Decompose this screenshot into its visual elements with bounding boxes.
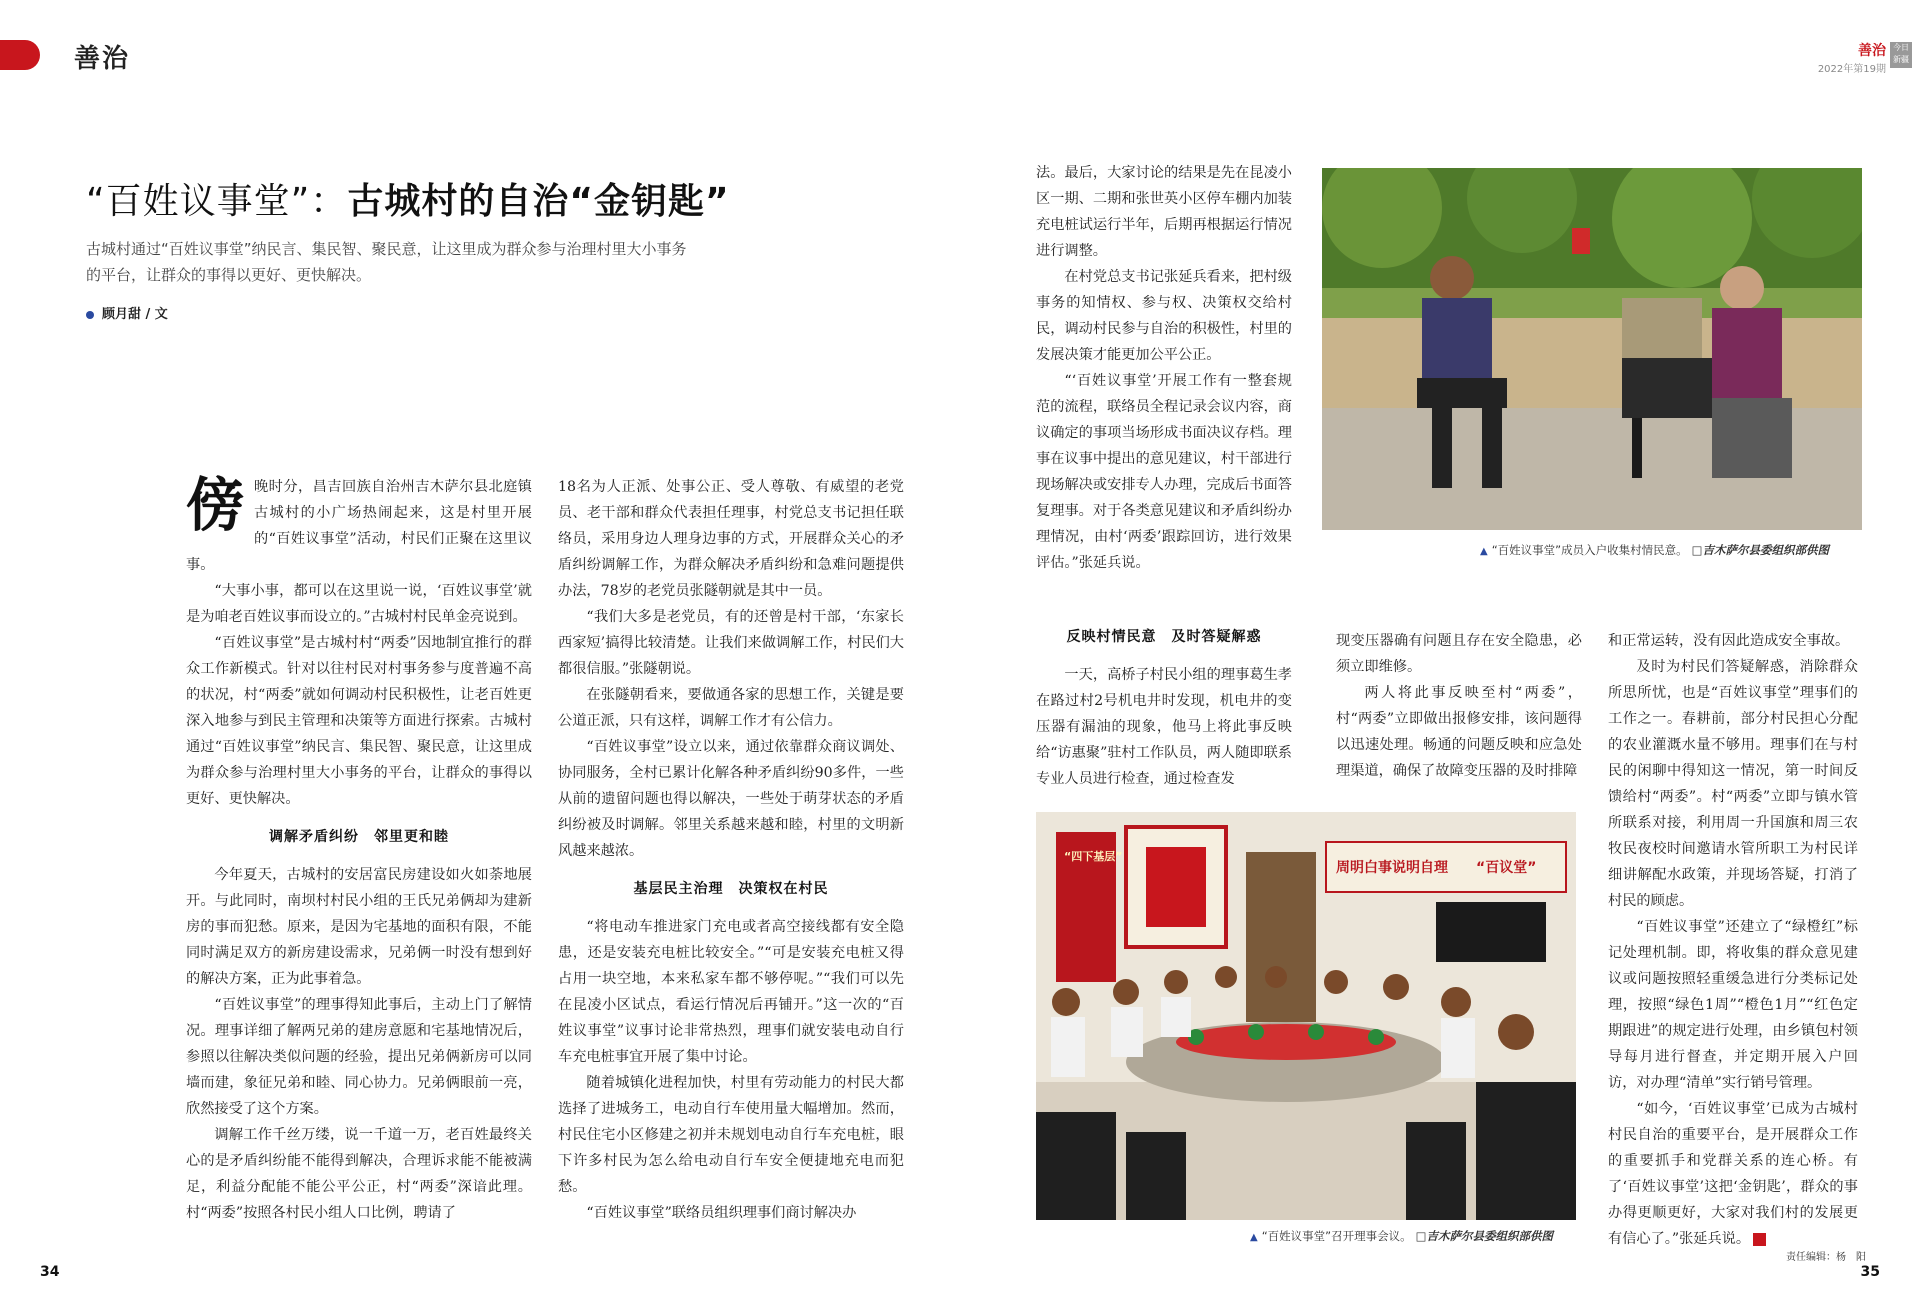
paragraph: 和正常运转，没有因此造成安全事故。	[1608, 633, 1850, 649]
paragraph: “百姓议事堂”设立以来，通过依靠群众商议调处、协同服务，全村已累计化解各种矛盾纠纷90多件，一些从前的遗留问题也得以解决，一些处于萌芽状态的矛盾纠纷被及时调解。邻里关系越来越和睦，村里的文明新风越来越浓。	[558, 739, 904, 859]
paragraph: 及时为村民们答疑解惑，消除群众所思所忧，也是“百姓议事堂”理事们的工作之一。春耕前，部分村民担心分配的农业灌溉水量不够用。理事们在与村民的闲聊中得知这一情况，第一时间反馈给村“两委”。村“两委”立即与镇水管所联系对接，利用周一升国旗和周三农牧民夜校时间邀请水管所职工为村民详细讲解配水政策，并现场答疑，打消了村民的顾虑。	[1608, 659, 1858, 909]
article-title-part1: “百姓议事堂”：	[86, 181, 348, 222]
photo-home-visit	[1322, 168, 1862, 530]
editor-credit: 责任编辑：杨 阳	[1786, 1252, 1866, 1263]
magazine-logo: 今日新疆	[1890, 42, 1912, 68]
column-1	[186, 471, 532, 1226]
end-mark-icon	[1753, 1233, 1766, 1246]
subheading: 基层民主治理 决策权在村民	[633, 881, 829, 897]
paragraph: 一天，高桥子村民小组的理事葛生孝在路过村2号机电井时发现，机电井的变压器有漏油的现象，他马上将此事反映给“访惠聚”驻村工作队员，两人随即联系专业人员进行检查，通过检查发	[1036, 667, 1292, 787]
article-standfirst: 古城村通过“百姓议事堂”纳民言、集民智、聚民意，让这里成为群众参与治理村里大小事务的平台，让群众的事得以更好、更快解决。	[86, 240, 687, 284]
caption-triangle-icon: ▲	[1250, 1232, 1258, 1243]
paragraph: 18名为人正派、处事公正、受人尊敬、有威望的老党员、老干部和群众代表担任理事，村党总支书记担任联络员，采用身边人理身边事的方式，开展群众关心的矛盾纠纷调解工作，为群众解决矛盾纠纷和急难问题提供办法，78岁的老党员张隧朝就是其中一员。	[558, 479, 904, 599]
paragraph: “百姓议事堂”是古城村村“两委”因地制宜推行的群众工作新模式。针对以往村民对村事务参与度普遍不高的状况，村“两委”就如何调动村民积极性，让老百姓更深入地参与到民主管理和决策等方面进行探索。古城村通过“百姓议事堂”纳民言、集民智、聚民意，让这里成为群众参与治理村里大小事务的平台，让群众的事得以更好、更快解决。	[186, 635, 532, 807]
paragraph: “如今，‘百姓议事堂’已成为古城村村民自治的重要平台，是开展群众工作的重要抓手和党群关系的连心桥。有了‘百姓议事堂’这把‘金钥匙’，群众的事办得更顺更好，大家对我们村的发展更有信心了。”张延兵说。	[1608, 1101, 1858, 1247]
paragraph: “百姓议事堂”联络员组织理事们商讨解决办	[586, 1205, 857, 1221]
section-title-left: 善治	[74, 44, 131, 74]
paragraph: 两人将此事反映至村“两委”，村“两委”立即做出报修安排，该问题得以迅速处理。畅通的问题反映和应急处理渠道，确保了故障变压器的及时排障	[1336, 685, 1582, 779]
photo-home-visit-illustration	[1322, 168, 1862, 530]
wall-board-text: “四下基层”	[1064, 850, 1123, 863]
wall-banner-text-2: “百议堂”	[1476, 860, 1537, 876]
issue-number: 2022年第19期	[1817, 64, 1886, 75]
caption-triangle-icon: ▲	[1480, 546, 1488, 557]
drop-cap: 傍	[186, 471, 245, 539]
column-2	[558, 474, 904, 1226]
paragraph: 调解工作千丝万缕，说一千道一万，老百姓最终关心的是矛盾纠纷能不能得到解决，合理诉求能不能被满足，利益分配能不能公平公正，村“两委”深谙此理。村“两委”按照各村民小组人口比例，聘请了	[186, 1127, 532, 1221]
section-marker	[0, 40, 40, 70]
page-number-left: 34	[40, 1264, 60, 1280]
paragraph: “大事小事，都可以在这里说一说，‘百姓议事堂’就是为咱老百姓议事而设立的。”古城村村民单金亮说到。	[186, 583, 532, 625]
paragraph: 今年夏天，古城村的安居富民房建设如火如荼地展开。与此同时，南坝村村民小组的王氏兄弟俩却为建新房的事而犯愁。原来，是因为宅基地的面积有限，不能同时满足双方的新房建设需求，兄弟俩一时没有想到好的解决方案，正为此事着急。	[186, 867, 532, 987]
photo-council-meeting	[1036, 812, 1576, 1220]
paragraph: “我们大多是老党员，有的还曾是村干部，‘东家长西家短’搞得比较清楚。让我们来做调解工作，村民们大都很信服。”张隧朝说。	[558, 609, 904, 677]
column-3-lower	[1036, 612, 1292, 792]
photo-council-meeting-illustration	[1036, 812, 1576, 1220]
column-5	[1608, 628, 1858, 1252]
column-3	[1036, 160, 1292, 576]
column-4	[1336, 628, 1582, 784]
paragraph: 法。最后，大家讨论的结果是先在昆凌小区一期、二期和张世英小区停车棚内加装充电桩试运行半年，后期再根据运行情况进行调整。	[1036, 165, 1292, 259]
paragraph: 现变压器确有问题且存在安全隐患，必须立即维修。	[1336, 633, 1582, 675]
bullet-icon	[86, 311, 94, 319]
paragraph: 在张隧朝看来，要做通各家的思想工作，关键是要公道正派，只有这样，调解工作才有公信力。	[558, 687, 904, 729]
paragraph: “‘百姓议事堂’开展工作有一整套规范的流程，联络员全程记录会议内容，商议确定的事项当场形成书面决议存档。理事在议事中提出的意见建议，村干部进行现场解决或安排专人办理，完成后书面答复理事。对于各类意见建议和矛盾纠纷办理情况，由村‘两委’跟踪回访，进行效果评估。”张延兵说。	[1036, 373, 1292, 571]
page-number-right: 35	[1860, 1264, 1880, 1280]
wall-banner-text: 周明白事说明自理	[1336, 860, 1448, 876]
photo-caption-1: ▲ “百姓议事堂”成员入户收集村情民意。 □吉木萨尔县委组织部供图	[1480, 543, 1829, 557]
header-right	[1817, 40, 1909, 75]
subheading: 调解矛盾纠纷 邻里更和睦	[269, 829, 449, 845]
section-title-right: 善治	[1858, 43, 1886, 59]
photo-caption-2: ▲ “百姓议事堂”召开理事会议。 □吉木萨尔县委组织部供图	[1250, 1229, 1553, 1243]
subheading: 反映村情民意 及时答疑解惑	[1066, 629, 1262, 645]
paragraph: “百姓议事堂”还建立了“绿橙红”标记处理机制。即，将收集的群众意见建议或问题按照轻重缓急进行分类标记处理，按照“绿色1周”“橙色1月”“红色定期跟进”的规定进行处理，由乡镇包村领导每月进行督查，并定期开展入户回访，对办理“清单”实行销号管理。	[1608, 919, 1858, 1091]
article-title-part2: 古城村的自治“金钥匙”	[347, 181, 730, 222]
article-title	[86, 173, 730, 224]
paragraph: 在村党总支书记张延兵看来，把村级事务的知情权、参与权、决策权交给村民，调动村民参与自治的积极性，村里的发展决策才能更加公平公正。	[1036, 269, 1292, 363]
paragraph: 随着城镇化进程加快，村里有劳动能力的村民大都选择了进城务工，电动自行车使用量大幅增加。然而，村民住宅小区修建之初并未规划电动自行车充电桩，眼下许多村民为怎么给电动自行车安全便捷地充电而犯愁。	[558, 1075, 904, 1195]
paragraph: “百姓议事堂”的理事得知此事后，主动上门了解情况。理事详细了解两兄弟的建房意愿和宅基地情况后，参照以往解决类似问题的经验，提出兄弟俩新房可以同墙而建，象征兄弟和睦、同心协力。兄弟俩眼前一亮，欣然接受了这个方案。	[186, 997, 532, 1117]
byline-text: 顾月甜 / 文	[102, 307, 168, 322]
byline	[86, 303, 168, 322]
paragraph: 傍晚时分，昌吉回族自治州吉木萨尔县北庭镇古城村的小广场热闹起来，这是村里开展的“百姓议事堂”活动，村民们正聚在这里议事。	[186, 471, 532, 573]
paragraph: “将电动车推进家门充电或者高空接线都有安全隐患，还是安装充电桩比较安全。”“可是安装充电桩又得占用一块空地，本来私家车都不够停呢。”“我们可以先在昆凌小区试点，看运行情况后再铺开。”这一次的“百姓议事堂”议事讨论非常热烈，理事们就安装电动自行车充电桩事宜开展了集中讨论。	[558, 919, 904, 1065]
